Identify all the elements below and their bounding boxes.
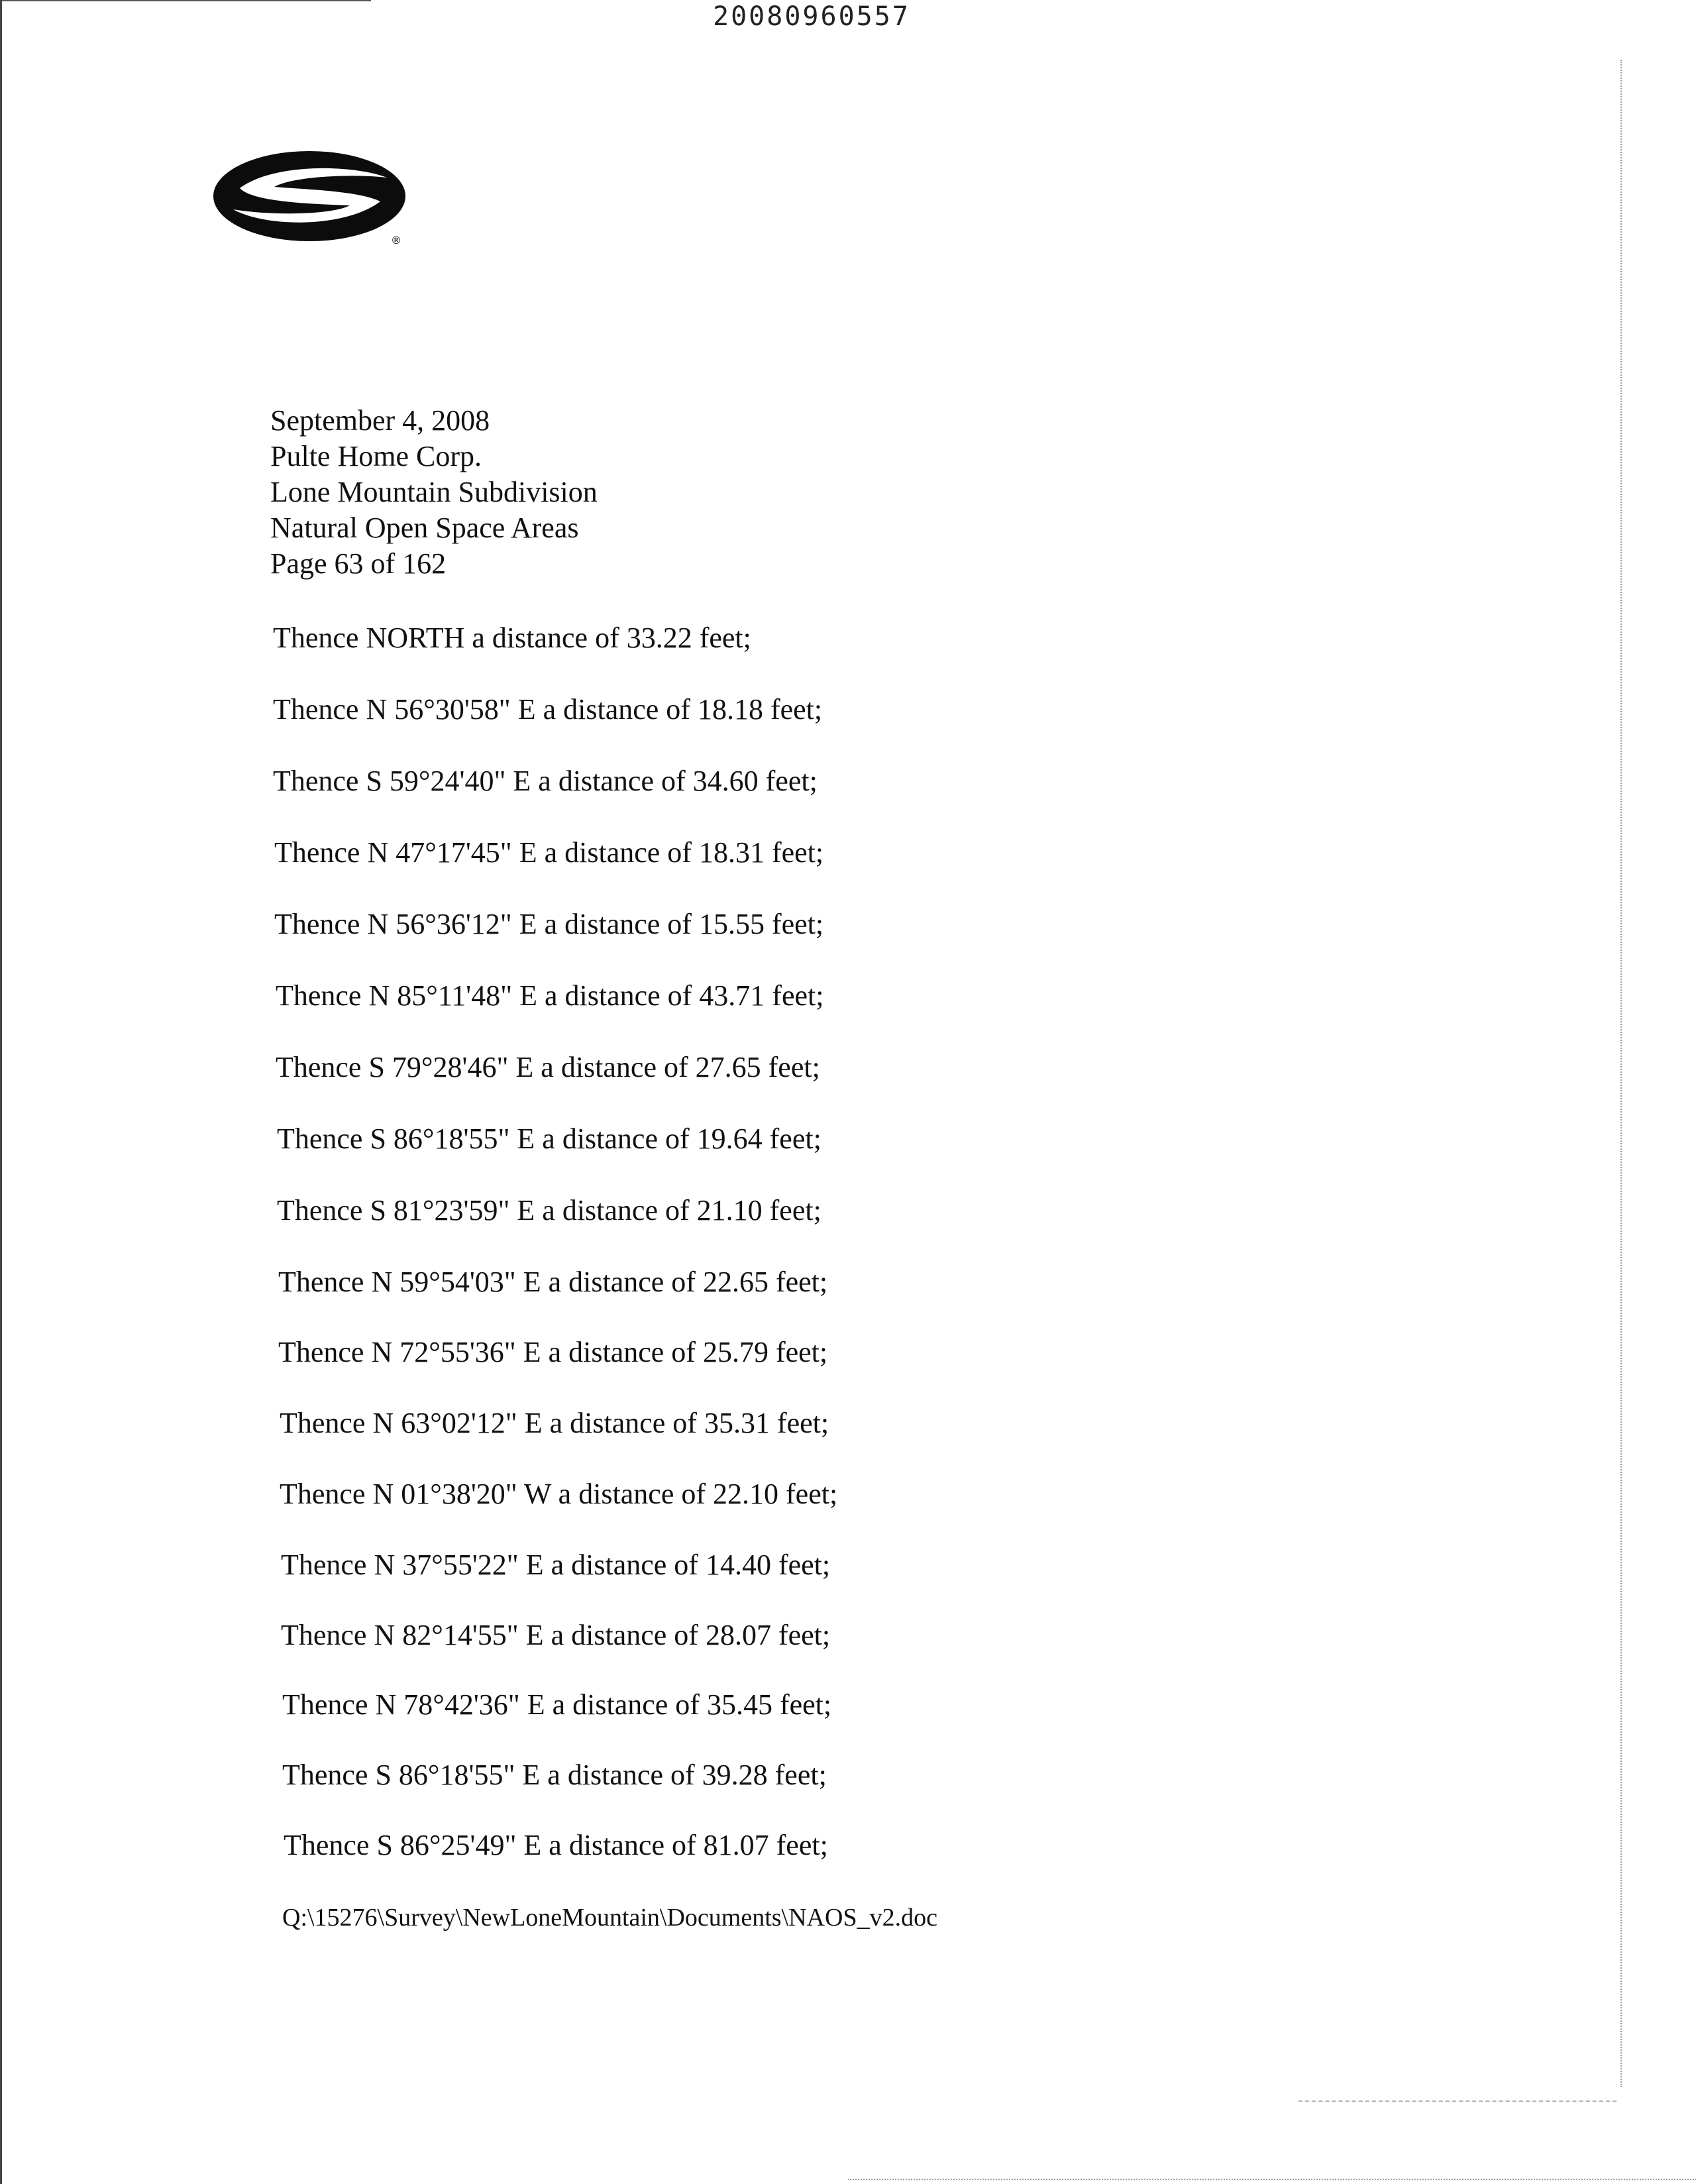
- project-line: Lone Mountain Subdivision: [270, 476, 598, 508]
- course-line: Thence NORTH a distance of 33.22 feet;: [273, 622, 751, 654]
- course-line: Thence N 85°11'48" E a distance of 43.71 feet;: [276, 979, 824, 1012]
- course-line: Thence S 79°28'46" E a distance of 27.65 feet;: [276, 1051, 820, 1083]
- course-line: Thence S 59°24'40" E a distance of 34.60 feet;: [273, 765, 818, 797]
- scan-artifact: [1298, 2101, 1616, 2102]
- course-line: Thence N 78°42'36" E a distance of 35.45 feet;: [282, 1688, 832, 1721]
- scan-edge-bottom: [848, 2179, 1696, 2180]
- course-line: Thence S 86°25'49" E a distance of 81.07 feet;: [284, 1829, 828, 1861]
- file-path-footer: Q:\15276\Survey\NewLoneMountain\Documents\NAOS_v2.doc: [282, 1904, 937, 1932]
- scan-edge-top: [0, 0, 371, 1]
- page-number: Page 63 of 162: [270, 547, 447, 580]
- legal-description-courses: [273, 620, 1134, 1879]
- course-line: Thence N 82°14'55" E a distance of 28.07 feet;: [281, 1619, 831, 1651]
- subject-line: Natural Open Space Areas: [270, 512, 579, 544]
- scan-edge-left: [0, 0, 2, 2184]
- course-line: Thence S 86°18'55" E a distance of 39.28 feet;: [282, 1759, 827, 1791]
- letter-header: [270, 403, 598, 582]
- course-line: Thence N 56°30'58" E a distance of 18.18 feet;: [273, 693, 823, 726]
- course-line: Thence S 86°18'55" E a distance of 19.64 feet;: [277, 1122, 822, 1155]
- registered-mark: ®: [391, 234, 401, 246]
- course-line: Thence N 37°55'22" E a distance of 14.40 feet;: [281, 1549, 831, 1581]
- course-line: Thence N 63°02'12" E a distance of 35.31 feet;: [280, 1407, 829, 1439]
- course-line: Thence N 47°17'45" E a distance of 18.31 feet;: [274, 836, 824, 869]
- course-line: Thence N 72°55'36" E a distance of 25.79 feet;: [278, 1336, 828, 1368]
- course-line: Thence S 81°23'59" E a distance of 21.10 feet;: [277, 1194, 822, 1227]
- course-line: Thence N 59°54'03" E a distance of 22.65 feet;: [278, 1266, 828, 1298]
- course-line: Thence N 01°38'20" W a distance of 22.10 feet;: [280, 1478, 838, 1510]
- document-number: 20080960557: [713, 1, 910, 32]
- s-oval-logo-icon: [213, 150, 412, 249]
- client-line: Pulte Home Corp.: [270, 440, 482, 472]
- date-line: September 4, 2008: [270, 404, 490, 437]
- course-line: Thence N 56°36'12" E a distance of 15.55 feet;: [274, 908, 824, 940]
- scan-edge-right: [1620, 60, 1622, 2087]
